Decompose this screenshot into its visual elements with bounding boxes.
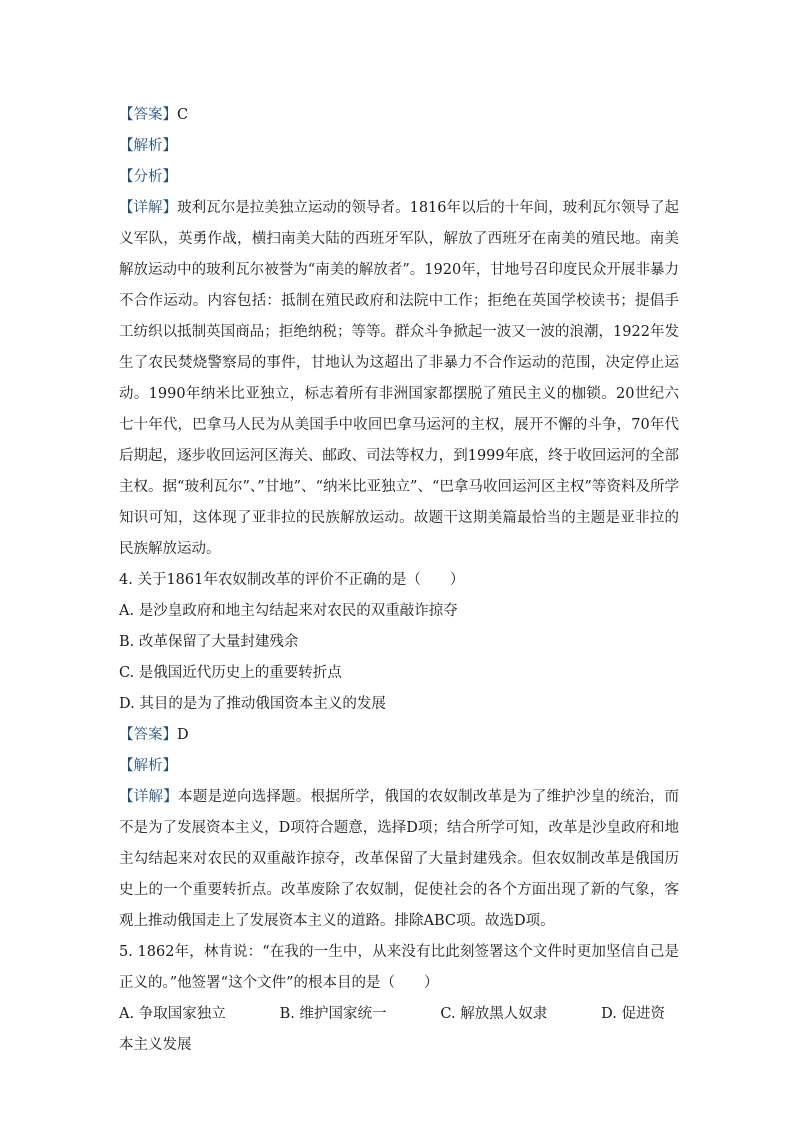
answer-value: D xyxy=(177,727,189,743)
q4-option-a: A. 是沙皇政府和地主勾结起来对农民的双重敲诈掠夺 xyxy=(119,603,458,619)
document-page xyxy=(119,100,679,1061)
q5-option-b: B. 维护国家统一 xyxy=(279,1006,387,1022)
q3-fenxi-line xyxy=(119,162,679,193)
answer-value: C xyxy=(177,107,189,123)
q4-option-b: B. 改革保留了大量封建残余 xyxy=(119,634,299,650)
q4-option-d: D. 其目的是为了推动俄国资本主义的发展 xyxy=(119,696,386,712)
q5-option-d: D. 促进资 xyxy=(601,1006,665,1022)
fenxi-tag: 【分析】 xyxy=(119,169,177,185)
q4-analysis-line xyxy=(119,751,679,782)
q3-answer-line xyxy=(119,100,679,131)
analysis-tag: 【解析】 xyxy=(119,138,177,154)
q4-option-c: C. 是俄国近代历史上的重要转折点 xyxy=(119,665,342,681)
detail-text: 玻利瓦尔是拉美独立运动的领导者。1816年以后的十年间，玻利瓦尔领导了起义军队，英勇作战，横扫南美大陆的西班牙军队，解放了西班牙在南美的殖民地。南美解放运动中的玻利瓦尔被誉为“南美的解放者”。1920年，甘地号召印度民众开展非暴力不合作运动。内容包括：抵制在殖民政府和法院中工作；拒绝在英国学校读书；提倡手工纺织以抵制英国商品；拒绝纳税；等等。群众斗争掀起一波又一波的浪潮，1922年发生了农民焚烧警察局的事件，甘地认为这超出了非暴力不合作运动的范围，决定停止运动。1990年纳米比亚独立，标志着所有非洲国家都摆脱了殖民主义的枷锁。20世纪六七十年代，巴拿马人民为从美国手中收回巴拿马运河的主权，展开不懈的斗争，70年代后期起，逐步收回运河区海关、邮政、司法等权力，到1999年底，终于收回运河的全部主权。据“玻利瓦尔”、”甘地”、“纳米比亚独立”、“巴拿马收回运河区主权”等资料及所学知识可知，这体现了亚非拉的民族解放运动。故题干这期美篇最恰当的主题是亚非拉的民族解放运动。 xyxy=(119,200,679,557)
q4-stem: 4. 关于1861年农奴制改革的评价不正确的是（ ） xyxy=(119,572,465,588)
detail-text: 本题是逆向选择题。根据所学，俄国的农奴制改革是为了维护沙皇的统治，而不是为了发展资本主义，D项符合题意，选择D项；结合所学可知，改革是沙皇政府和地主勾结起来对农民的双重敲诈掠夺，改革保留了大量封建残余。但农奴制改革是俄国历史上的一个重要转折点。改革废除了农奴制，促使社会的各个方面出现了新的气象，客观上推动俄国走上了发展资本主义的道路。排除ABC项。故选D项。 xyxy=(119,789,680,929)
q5-option-d-continued: 本主义发展 xyxy=(119,1037,192,1053)
q4-answer-line xyxy=(119,720,679,751)
detail-tag: 【详解】 xyxy=(119,200,178,216)
q3-detail-paragraph xyxy=(119,193,679,565)
detail-tag: 【详解】 xyxy=(119,789,178,805)
q5-options-row xyxy=(119,999,679,1030)
answer-tag: 【答案】 xyxy=(119,727,177,743)
q5-option-a: A. 争取国家独立 xyxy=(119,1006,226,1022)
q3-analysis-line xyxy=(119,131,679,162)
answer-tag: 【答案】 xyxy=(119,107,177,123)
q5-option-c: C. 解放黑人奴隶 xyxy=(440,1006,548,1022)
q4-detail-paragraph xyxy=(119,782,679,937)
analysis-tag: 【解析】 xyxy=(119,758,177,774)
q5-stem: 5. 1862年，林肯说：“在我的一生中，从来没有比此刻签署这个文件时更加坚信自己是正义的。”他签署“这个文件”的根本目的是（ ） xyxy=(119,944,679,991)
